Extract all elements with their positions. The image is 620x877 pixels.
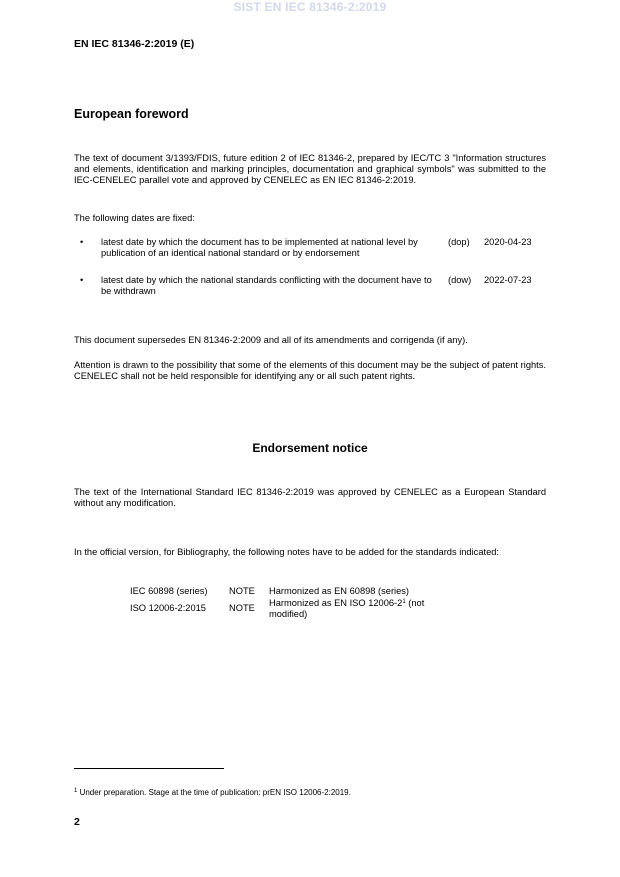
footnote-marker: 1 [74, 788, 78, 794]
bullet-icon: • [80, 275, 84, 285]
note-standard: IEC 60898 (series) [130, 586, 208, 596]
dates-intro: The following dates are fixed: [74, 213, 195, 223]
patent-attention-paragraph: Attention is drawn to the possibility that some of the elements of this document may be the subject of patent rights. CENELEC shall not be held responsible for identifying any or all such patent rights. [74, 360, 546, 382]
note-text-main: Harmonized as EN 60898 (series) [269, 586, 410, 596]
section-title-european-foreword: European foreword [74, 107, 189, 121]
date-item-code: (dow) [448, 275, 472, 285]
footnote-reference: 1 [402, 599, 406, 606]
footnote-text: Under preparation. Stage at the time of publication: prEN ISO 12006-2:2019. [77, 788, 351, 797]
table-row [130, 586, 454, 597]
note-text-main: Harmonized as EN ISO 12006-2 [269, 598, 403, 609]
page-number: 2 [74, 816, 80, 828]
note-label: NOTE [229, 603, 255, 614]
note-text-suffix: (not modified) [269, 598, 425, 620]
date-item-text: latest date by which the national standards conflicting with the document have to be withdrawn [101, 275, 432, 297]
date-item-text: latest date by which the document has to be implemented at national level by publication of an identical national standard or by endorsement [101, 237, 418, 259]
date-item-code: (dop) [448, 237, 470, 247]
footnote [74, 788, 351, 797]
note-text [269, 597, 454, 620]
date-item-date: 2020-04-23 [484, 237, 532, 247]
note-label: NOTE [229, 586, 255, 596]
date-item-date: 2022-07-23 [484, 275, 532, 285]
table-row [130, 597, 454, 620]
note-text [269, 586, 454, 597]
supersedes-paragraph: This document supersedes EN 81346-2:2009 and all of its amendments and corrigenda (if any). [74, 335, 468, 345]
document-id: EN IEC 81346-2:2019 (E) [74, 38, 195, 50]
watermark: SIST EN IEC 81346-2:2019 [233, 0, 387, 14]
note-standard: ISO 12006-2:2015 [130, 603, 206, 614]
bibliography-intro: In the official version, for Bibliography, the following notes have to be added for the standards indicated: [74, 547, 499, 557]
bullet-icon: • [80, 237, 84, 247]
endorsement-paragraph: The text of the International Standard IEC 81346-2:2019 was approved by CENELEC as a European Standard without any modification. [74, 487, 546, 509]
foreword-intro-paragraph: The text of document 3/1393/FDIS, future edition 2 of IEC 81346-2, prepared by IEC/TC 3 "Information structures and elements, identification and marking principles, documentation and graphical symbols" was submitted to the IEC-CENELEC parallel vote and approved by CENELEC as EN IEC 81346-2:2019. [74, 153, 546, 186]
bibliography-notes-table [130, 586, 454, 621]
section-title-endorsement-notice: Endorsement notice [252, 441, 368, 455]
footnote-separator [74, 768, 224, 769]
